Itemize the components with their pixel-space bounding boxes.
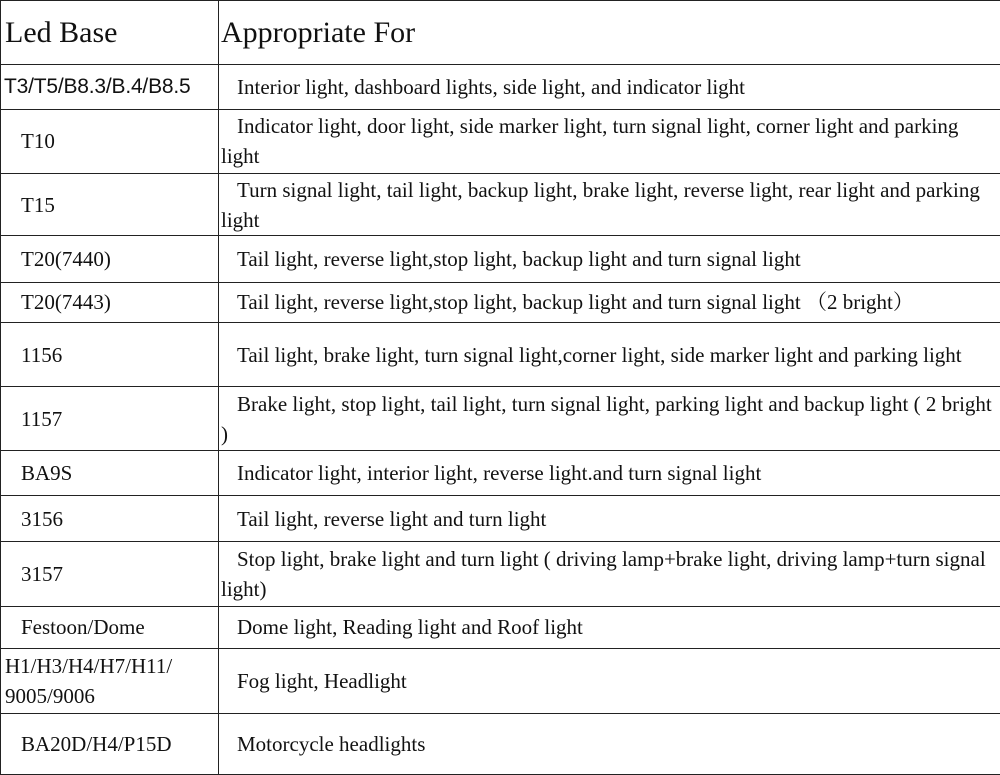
row-base: T10: [1, 109, 219, 173]
row-for-text: Brake light, stop light, tail light, turn signal light, parking light and backup light ( 2 bright ): [221, 391, 992, 446]
row-appropriate-for: [219, 450, 1000, 495]
row-for-text: Turn signal light, tail light, backup light, brake light, reverse light, rear light and parking light: [221, 177, 980, 232]
row-appropriate-for: [219, 174, 1000, 236]
row-appropriate-for: [219, 387, 1000, 450]
table-row: [1, 387, 1000, 450]
row-appropriate-for: [219, 496, 1000, 542]
row-for-text: Stop light, brake light and turn light ( driving lamp+brake light, driving lamp+turn signal light): [221, 547, 986, 602]
row-for-text: Fog light, Headlight: [237, 668, 407, 693]
row-appropriate-for: [219, 236, 1000, 282]
row-for-text: Tail light, brake light, turn signal light,corner light, side marker light and parking light: [237, 342, 962, 367]
row-appropriate-for: [219, 713, 1000, 775]
row-base: BA20D/H4/P15D: [1, 713, 219, 775]
row-for-text: Indicator light, door light, side marker light, turn signal light, corner light and parking light: [221, 114, 959, 169]
table-row: [1, 649, 1000, 713]
row-base: 3157: [1, 542, 219, 606]
row-base: BA9S: [1, 450, 219, 495]
header-led-base: Led Base: [1, 1, 219, 65]
row-base: 1157: [1, 387, 219, 450]
row-appropriate-for: [219, 542, 1000, 606]
row-base: 1156: [1, 323, 219, 387]
row-for-text: Tail light, reverse light,stop light, backup light and turn signal light: [237, 247, 801, 272]
row-appropriate-for: [219, 649, 1000, 713]
row-for-text: Interior light, dashboard lights, side light, and indicator light: [237, 75, 745, 100]
row-for-text: Motorcycle headlights: [237, 731, 426, 756]
row-base: 3156: [1, 496, 219, 542]
table-row: [1, 713, 1000, 775]
row-appropriate-for: [219, 109, 1000, 173]
table-row: [1, 323, 1000, 387]
table-row: [1, 542, 1000, 606]
row-base: T15: [1, 174, 219, 236]
row-base: T3/T5/B8.3/B.4/B8.5: [1, 65, 219, 109]
row-appropriate-for: [219, 323, 1000, 387]
row-for-text: Tail light, reverse light and turn light: [237, 506, 547, 531]
table-row: [1, 496, 1000, 542]
row-for-text: Dome light, Reading light and Roof light: [237, 615, 583, 640]
table-row: [1, 109, 1000, 173]
row-base: Festoon/Dome: [1, 606, 219, 648]
table-row: [1, 450, 1000, 495]
header-row: [1, 1, 1000, 65]
row-for-text: Indicator light, interior light, reverse light.and turn signal light: [237, 460, 762, 485]
row-appropriate-for: [219, 65, 1000, 109]
table-row: [1, 606, 1000, 648]
table-row: [1, 65, 1000, 109]
row-appropriate-for: [219, 282, 1000, 322]
table-row: [1, 174, 1000, 236]
row-appropriate-for: [219, 606, 1000, 648]
table-row: [1, 282, 1000, 322]
header-appropriate-for: Appropriate For: [219, 1, 1000, 65]
row-base: T20(7440): [1, 236, 219, 282]
row-for-text: Tail light, reverse light,stop light, backup light and turn signal light （2 bright）: [237, 290, 914, 315]
row-base: H1/H3/H4/H7/H11/ 9005/9006: [1, 649, 219, 713]
row-base: T20(7443): [1, 282, 219, 322]
table-row: [1, 236, 1000, 282]
